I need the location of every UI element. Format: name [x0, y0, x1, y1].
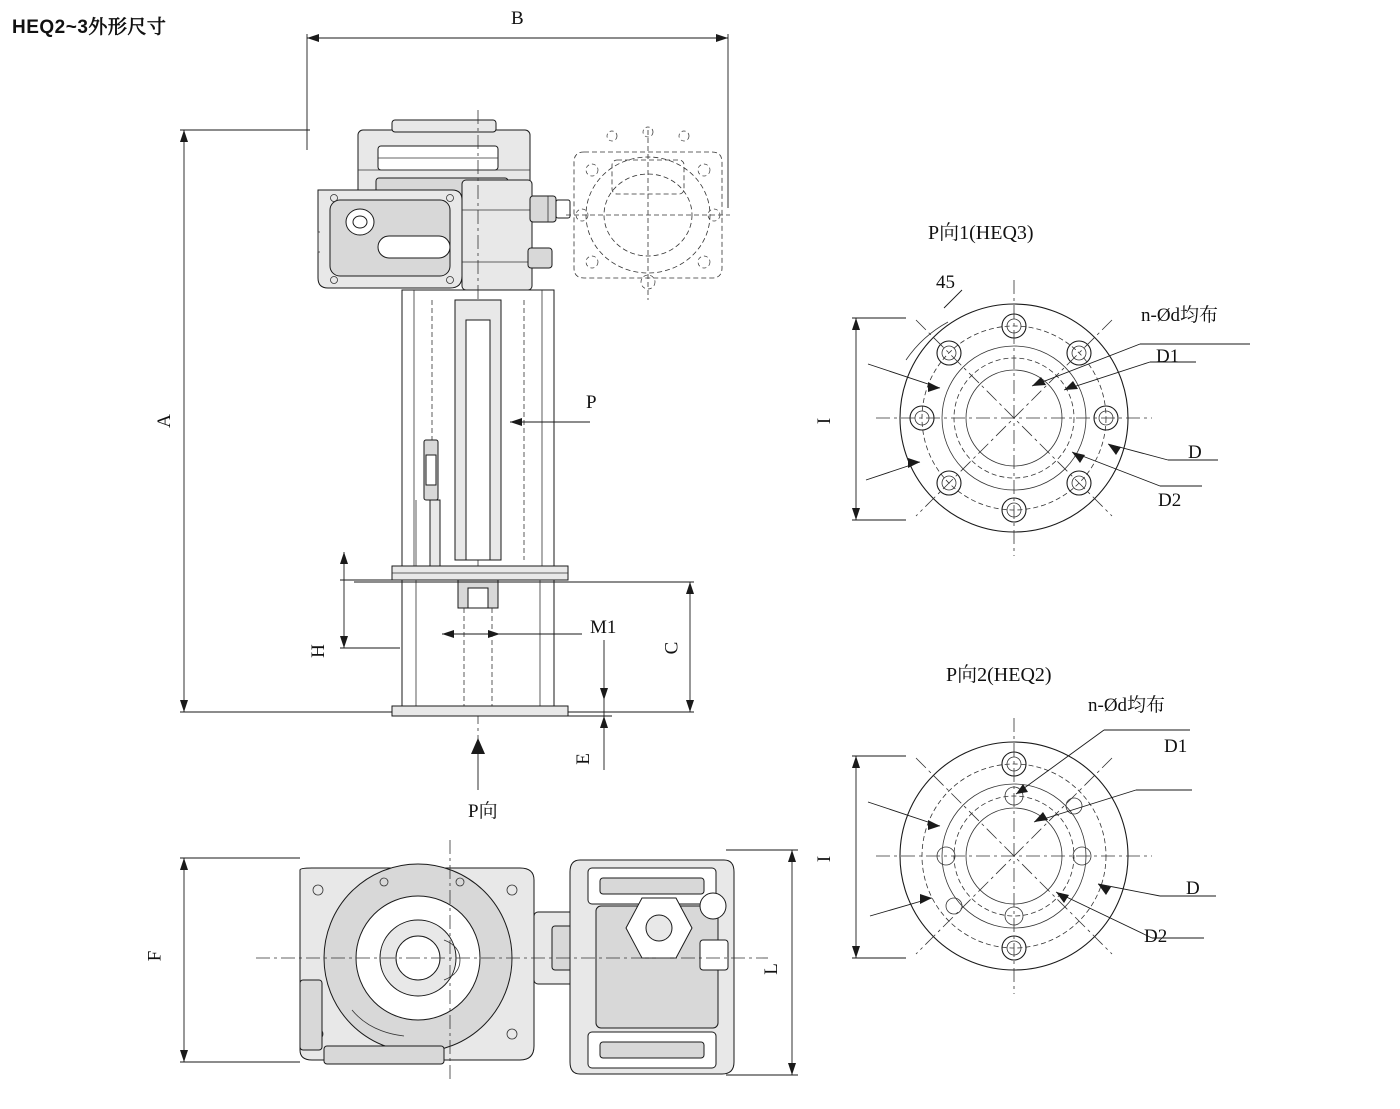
- angle-label-45: 45: [936, 272, 955, 293]
- leaders-heq3: [866, 344, 1250, 486]
- flange-heq3-title: P向1(HEQ3): [928, 222, 1034, 244]
- diameter-label-d1-heq3: D1: [1156, 346, 1180, 367]
- dimension-label-i-heq2: I: [814, 855, 836, 863]
- hole-pattern-label-heq3: n-Ød均布: [1141, 305, 1219, 326]
- dimension-i-heq2: [852, 756, 906, 958]
- dimension-label-h: H: [307, 644, 329, 658]
- dimension-e: [568, 640, 612, 770]
- dimension-i-heq3: [852, 318, 906, 520]
- p-direction-label: P向: [468, 801, 498, 822]
- bottom-view-group: [180, 840, 798, 1082]
- diameter-label-d-heq3: D: [1188, 442, 1202, 463]
- diameter-label-d1-heq2: D1: [1164, 736, 1188, 757]
- dimension-label-m1: M1: [590, 617, 617, 638]
- diameter-label-d2-heq3: D2: [1158, 490, 1182, 511]
- dimension-label-c: C: [661, 641, 683, 655]
- diameter-label-d-heq2: D: [1186, 878, 1200, 899]
- dimension-label-a: A: [153, 414, 175, 428]
- dimension-label-l: L: [760, 963, 782, 975]
- diameter-label-d2-heq2: D2: [1144, 926, 1168, 947]
- dimension-label-p: P: [586, 392, 597, 413]
- leaders-heq2: [868, 730, 1216, 938]
- page-title: HEQ2~3外形尺寸: [12, 17, 167, 38]
- hole-pattern-label-heq2: n-Ød均布: [1088, 695, 1166, 716]
- front-view-group: [180, 34, 730, 790]
- flange-heq2-group: [852, 718, 1216, 994]
- dimension-label-f: F: [144, 950, 166, 962]
- dimension-label-e: E: [572, 753, 594, 765]
- p-direction-arrow: [471, 738, 485, 790]
- dimension-label-i-heq3: I: [814, 417, 836, 425]
- dimension-f: [180, 858, 300, 1062]
- dimension-label-b: B: [511, 8, 524, 29]
- flange-heq2-title: P向2(HEQ2): [946, 664, 1052, 686]
- terminal-box-hidden: [566, 127, 730, 300]
